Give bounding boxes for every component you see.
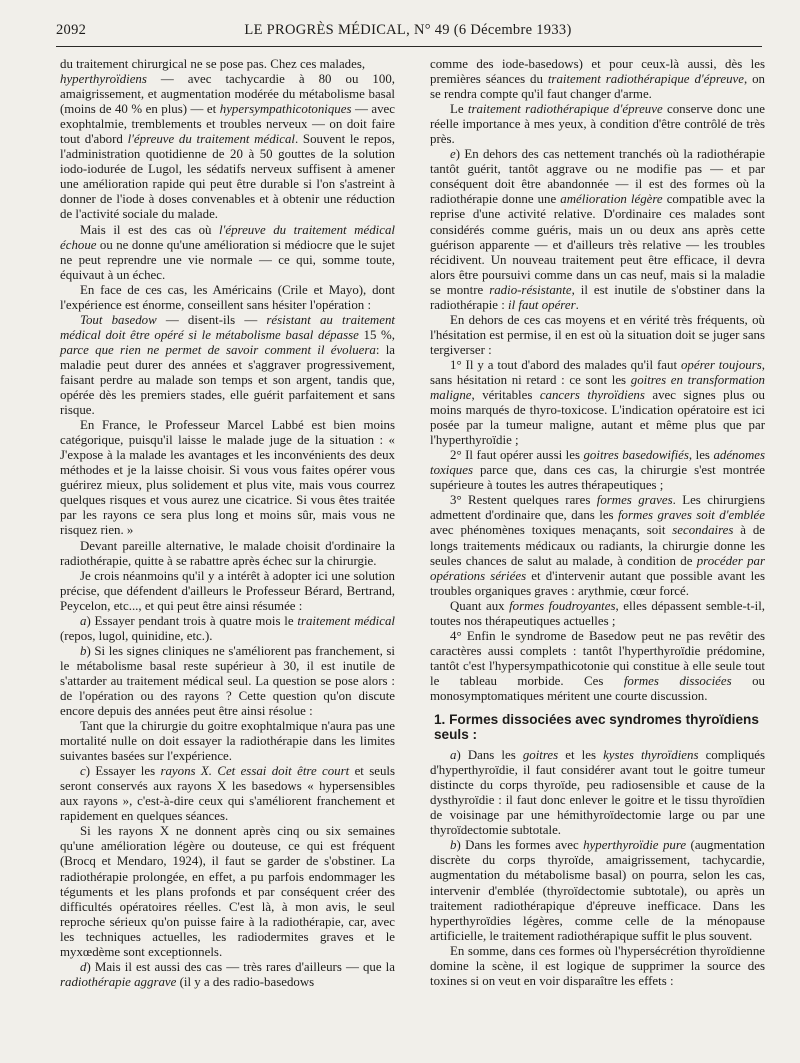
paragraph: Si les rayons X ne donnent après cinq ou six semaines qu'une amélioration légère ou douteuse, ce qui est fréquent (Brocq et Mendaro, 1924), il faut se garder de s'obstiner. La radiothérapie prolongée, en effet, a pu parfois endommager les téguments et les plans profonds et par conséquent créer des difficultés opératoires réelles. C'est là, à mon avis, le seul reproche sérieux qu'on puisse faire à la radiothérapie, car, avec les techniques actuelles, les radiodermites graves et le myxœdème sont exceptionnels. (60, 824, 395, 959)
paragraph: En face de ces cas, les Américains (Crile et Mayo), dont l'expérience est énorme, conseillent sans hésiter l'opération : (60, 282, 395, 312)
paragraph: En France, le Professeur Marcel Labbé est bien moins catégorique, puisqu'il laisse le malade juge de la situation : « J'expose à la malade les avantages et les inconvénients des deux méthodes et je la laisse choisir. Si vous vous faites opérer vous guérirez mieux, plus solidement et plus vite, mais vous courrez quelques risques et vous aurez une cicatrice. Si vous êtes traitée par les rayons ce sera plus long et moins sûr, mais vous ne risquez rien. » (60, 418, 395, 538)
paragraph: comme des iode-basedows) et pour ceux-là aussi, dès les premières séances du traitement radiothérapique d'épreuve, on se rendra compte qu'il faut changer d'arme. (430, 57, 765, 102)
running-title: LE PROGRÈS MÉDICAL, N° 49 (6 Décembre 1933) (244, 22, 572, 38)
paragraph: Mais il est des cas où l'épreuve du traitement médical échoue ou ne donne qu'une amélioration si médiocre que le sujet ne peut reprendre une vie normale — ce qui, somme toute, équivaut à un échec. (60, 222, 395, 282)
paragraph: a) Essayer pendant trois à quatre mois le traitement médical (repos, lugol, quinidine, etc.). (60, 613, 395, 643)
paragraph: 3° Restent quelques rares formes graves. Les chirurgiens admettent d'ordinaire que, dans les formes graves soit d'emblée avec phénomènes toxiques menaçants, soit secondaires à de longs traitements médicaux ou radiants, la chirurgie donne les seules chances de salut au malade, à condition de procéder par opérations sériées et d'intervenir autant que possible avant les troubles organiques graves : arythmie, cœur forcé. (430, 493, 765, 598)
paragraph: 1° Il y a tout d'abord des malades qu'il faut opérer toujours, sans hésitation ni retard : ce sont les goitres en transformation maligne, véritables cancers thyroïdiens avec signes plus ou moins marqués de thyro-toxicose. L'indication opératoire est ici posée par la tumeur maligne, autant et même plus que par l'hyperthyroïdie ; (430, 357, 766, 448)
page-number: 2092 (56, 22, 87, 38)
running-header (56, 22, 760, 42)
section-heading: 1. Formes dissociées avec syndromes thyroïdiens seuls : (434, 712, 759, 743)
header-rule (56, 46, 762, 47)
paragraph: 2° Il faut opérer aussi les goitres basedowifiés, les adénomes toxiques parce que, dans ces cas, la chirurgie s'est montrée supérieure à toutes les autres thérapeutiques ; (430, 448, 765, 493)
paragraph: e) En dehors des cas nettement tranchés où la radiothérapie tantôt guérit, tantôt aggrave ou ne modifie pas — et par conséquent doit être abandonnée — il est des formes où la radiothérapie donne une amélioration légère compatible avec la reprise d'une activité relative. D'ordinaire ces malades sont considérés comme guéris, mais un ou deux ans après cette guérison apparente — et d'ailleurs très relative — les troubles récidivent. Un nouveau traitement peut être efficace, il devra alors être poursuivi comme dans un cas neuf, mais si la maladie se montre radio-résistante, il est inutile de s'obstiner dans la radiothérapie : il faut opérer. (430, 147, 765, 312)
paragraph: c) Essayer les rayons X. Cet essai doit être court et seuls seront conservés aux rayons X les basedows « hypersensibles aux rayons », c'est-à-dire ceux qui s'améliorent franchement et rapidement en quelques séances. (60, 764, 396, 824)
paragraph: En dehors de ces cas moyens et en vérité très fréquents, où l'hésitation est permise, il en est où la situation doit se juger sans tergiverser : (430, 312, 765, 357)
paragraph: Quant aux formes foudroyantes, elles dépassent semble-t-il, toutes nos thérapeutiques actuelles ; (430, 598, 765, 628)
paragraph: d) Mais il est aussi des cas — très rares d'ailleurs — que la radiothérapie aggrave (il y a des radio-basedows (60, 959, 395, 989)
left-column (60, 57, 395, 990)
paragraph: 4° Enfin le syndrome de Basedow peut ne pas revêtir des caractères aussi complets : tantôt l'hyperthyroïdie prédomine, tantôt c'est l'hypersympathicotonie qui constitue à elle seule tout le tableau morbide. Ces formes dissociées ou monosymptomatiques méritent une courte discussion. (430, 628, 765, 703)
paragraph: b) Si les signes cliniques ne s'améliorent pas franchement, si le métabolisme basal reste supérieur à 30, il est inutile de s'attarder au traitement médical seul. La question se pose alors : de l'opération ou des rayons ? Cette question qu'on discute encore depuis des années peut être ainsi résolue : (60, 643, 395, 719)
paragraph: a) Dans les goitres et les kystes thyroïdiens compliqués d'hyperthyroïdie, il faut considérer avant tout le goitre tumeur distincte du corps thyroïde, peu radiosensible et cause de la dysthyroïdie : il faut donc enlever le goitre et le tissu thyroïdien de voisinage par une hémithyroïdectomie large ou par une thyroïdectomie subtotale. (430, 748, 766, 838)
paragraph: b) Dans les formes avec hyperthyroïdie pure (augmentation discrète du corps thyroïde, amaigrissement, tachycardie, augmentation du métabolisme basal) on pourra, selon les cas, intervenir d'emblée (thyroïdectomie subtotale), ou après un traitement radiothérapique d'épreuve inefficace. Dans les hyperthyroïdies légères, comme celle de la ménopause artificielle, le traitement radiothérapique suffit le plus souvent. (430, 838, 765, 943)
paragraph: Je crois néanmoins qu'il y a intérêt à adopter ici une solution précise, que défendent d'ailleurs le Professeur Bérard, Bertrand, Peycelon, etc..., et qui peut être ainsi résumée : (60, 568, 395, 613)
paragraph: hyperthyroïdiens — avec tachycardie à 80 ou 100, amaigrissement, et augmentation modérée du métabolisme basal (moins de 40 % en plus) — et hypersympathicotoniques — avec exophtalmie, tremblements et troubles nerveux — on doit faire tout d'abord l'épreuve du traitement médical. Souvent le repos, l'administration quotidienne de 20 à 50 gouttes de la solution iodo-iodurée de Lugol, les sédatifs nerveux suffisent à amener une amélioration rapide qui peut être durable si l'on s'astreint à donner de l'iode à doses convenables et à obtenir une réduction de l'activité sociale du malade. (60, 72, 395, 222)
paragraph: Le traitement radiothérapique d'épreuve conserve donc une réelle importance à mes yeux, à condition d'être contrôlé de très près. (430, 102, 765, 147)
paragraph: Tant que la chirurgie du goitre exophtalmique n'aura pas une mortalité nulle on doit essayer la radiothérapie dans les limites suivantes basées sur l'expérience. (60, 719, 395, 764)
paragraph: Tout basedow — disent-ils — résistant au traitement médical doit être opéré si le métabolisme basal dépasse 15 %, parce que rien ne permet de savoir comment il évoluera: la maladie peut durer des années et s'aggraver progressivement, faisant perdre au malade son temps et son argent, tandis que, opérée dès les premiers stades, elle guérit parfaitement et sans risque. (60, 312, 396, 418)
right-column (430, 57, 765, 989)
paragraph: En somme, dans ces formes où l'hypersécrétion thyroïdienne domine la scène, il est logique de supprimer la source des toxines si on veut en voir disparaître les effets : (430, 943, 765, 988)
paragraph: Devant pareille alternative, le malade choisit d'ordinaire la radiothérapie, quitte à se rabattre après échec sur la chirurgie. (60, 538, 395, 568)
paragraph: du traitement chirurgical ne se pose pas. Chez ces malades, (60, 57, 366, 71)
